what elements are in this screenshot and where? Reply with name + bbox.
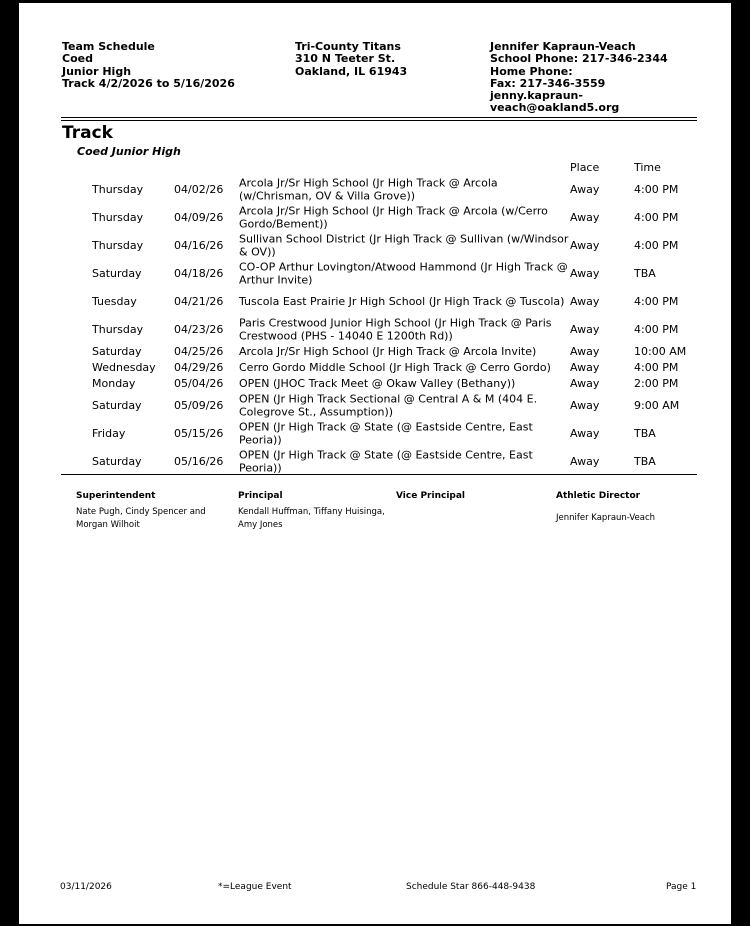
event-opponent: OPEN (JHOC Track Meet @ Okaw Valley (Bethany)): [239, 376, 516, 390]
page-number: Page 1: [666, 882, 697, 892]
event-day: Monday: [92, 376, 136, 390]
event-place: Away: [570, 344, 600, 358]
header-divider-top: [61, 117, 697, 118]
event-place: Away: [570, 182, 600, 196]
print-date: 03/11/2026: [60, 882, 112, 892]
table-row: [19, 376, 731, 392]
event-date: 04/23/26: [174, 322, 224, 336]
event-opponent: OPEN (Jr High Track @ State (@ Eastside Centre, East Peoria)): [239, 448, 533, 474]
event-place: Away: [570, 266, 600, 280]
event-place: Away: [570, 294, 600, 308]
event-time: 4:00 PM: [634, 210, 679, 224]
event-place: Away: [570, 426, 600, 440]
event-opponent: Arcola Jr/Sr High School (Jr High Track @ Arcola (w/Chrisman, OV & Villa Grove)): [239, 176, 498, 202]
event-day: Saturday: [92, 266, 142, 280]
event-date: 05/04/26: [174, 376, 224, 390]
table-row: [19, 448, 731, 476]
event-date: 04/09/26: [174, 210, 224, 224]
event-place: Away: [570, 360, 600, 374]
header-line: Track 4/2/2026 to 5/16/2026: [62, 76, 235, 90]
event-day: Thursday: [92, 322, 144, 336]
table-row: [19, 204, 731, 232]
event-day: Friday: [92, 426, 126, 440]
event-time: 2:00 PM: [634, 376, 679, 390]
event-date: 04/21/26: [174, 294, 224, 308]
event-place: Away: [570, 454, 600, 468]
sport-title: Track: [62, 123, 113, 143]
event-date: 04/16/26: [174, 238, 224, 252]
event-day: Saturday: [92, 398, 142, 412]
event-day: Thursday: [92, 182, 144, 196]
header-line: Tri-County Titans: [295, 40, 401, 53]
table-row: [19, 260, 731, 288]
table-row: [19, 232, 731, 260]
header-team-info: [62, 41, 235, 90]
event-opponent: Arcola Jr/Sr High School (Jr High Track @ Arcola (w/Cerro Gordo/Bement)): [239, 204, 548, 230]
header-line: 310 N Teeter St.: [295, 52, 396, 66]
event-date: 04/18/26: [174, 266, 224, 280]
event-time: 4:00 PM: [634, 182, 679, 196]
event-date: 04/29/26: [174, 360, 224, 374]
principal-names: Kendall Huffman, Tiffany Huisinga, Amy Jones: [238, 507, 385, 530]
principal-heading: Principal: [238, 491, 283, 501]
event-day: Thursday: [92, 210, 144, 224]
event-day: Saturday: [92, 454, 142, 468]
event-opponent: OPEN (Jr High Track @ State (@ Eastside Centre, East Peoria)): [239, 420, 533, 446]
athletic-director-names: Jennifer Kapraun-Veach: [556, 513, 656, 523]
header-line: Fax: 217-346-3559: [490, 76, 606, 90]
athletic-director-heading: Athletic Director: [556, 491, 641, 501]
table-row: [19, 316, 731, 344]
header-school-address: [295, 41, 407, 78]
team-subtitle: Coed Junior High: [77, 145, 181, 158]
event-time: TBA: [634, 454, 656, 468]
header-line: veach@oakland5.org: [490, 101, 620, 115]
column-header-place: Place: [570, 161, 600, 174]
event-time: 9:00 AM: [634, 398, 680, 412]
table-row: [19, 360, 731, 376]
table-bottom-divider: [61, 474, 697, 475]
header-line: Jennifer Kapraun-Veach: [490, 40, 636, 53]
league-event-note: *=League Event: [218, 882, 292, 892]
event-time: TBA: [634, 266, 656, 280]
event-opponent: OPEN (Jr High Track Sectional @ Central A & M (404 E. Colegrove St., Assumption)): [239, 392, 538, 418]
event-time: 4:00 PM: [634, 360, 679, 374]
event-time: 4:00 PM: [634, 238, 679, 252]
event-date: 04/02/26: [174, 182, 224, 196]
event-time: 10:00 AM: [634, 344, 687, 358]
event-time: 4:00 PM: [634, 322, 679, 336]
header-line: Junior High: [62, 64, 132, 78]
event-place: Away: [570, 376, 600, 390]
event-day: Saturday: [92, 344, 142, 358]
event-time: TBA: [634, 426, 656, 440]
header-line: Oakland, IL 61943: [295, 64, 408, 78]
event-date: 05/16/26: [174, 454, 224, 468]
event-opponent: Paris Crestwood Junior High School (Jr High Track @ Paris Crestwood (PHS - 14040 E 1200th Rd)): [239, 316, 552, 342]
event-date: 04/25/26: [174, 344, 224, 358]
event-date: 05/15/26: [174, 426, 224, 440]
schedule-star-contact: Schedule Star 866-448-9438: [406, 882, 536, 892]
superintendent-heading: Superintendent: [76, 491, 156, 501]
vice-principal-heading: Vice Principal: [396, 491, 466, 501]
table-row: [19, 176, 731, 204]
event-opponent: Cerro Gordo Middle School (Jr High Track @ Cerro Gordo): [239, 360, 551, 374]
event-place: Away: [570, 210, 600, 224]
event-opponent: Tuscola East Prairie Jr High School (Jr High Track @ Tuscola): [239, 294, 565, 308]
event-date: 05/09/26: [174, 398, 224, 412]
column-header-time: Time: [634, 161, 661, 174]
event-place: Away: [570, 322, 600, 336]
event-time: 4:00 PM: [634, 294, 679, 308]
event-day: Thursday: [92, 238, 144, 252]
event-day: Wednesday: [92, 360, 156, 374]
header-line: Team Schedule: [62, 40, 155, 53]
event-place: Away: [570, 398, 600, 412]
event-place: Away: [570, 238, 600, 252]
schedule-page: [19, 3, 731, 924]
table-row: [19, 420, 731, 448]
header-contact: [490, 41, 668, 115]
header-line: School Phone: 217-346-2344: [490, 52, 668, 66]
event-opponent: Arcola Jr/Sr High School (Jr High Track @ Arcola Invite): [239, 344, 537, 358]
header-divider-bottom: [61, 120, 697, 121]
superintendent-names: Nate Pugh, Cindy Spencer and Morgan Wilhoit: [76, 507, 206, 530]
table-row: [19, 344, 731, 360]
header-line: Home Phone:: [490, 64, 573, 78]
table-row: [19, 288, 731, 316]
header-line: jenny.kapraun-: [490, 89, 583, 103]
table-row: [19, 392, 731, 420]
event-day: Tuesday: [92, 294, 137, 308]
event-opponent: CO-OP Arthur Lovington/Atwood Hammond (Jr High Track @ Arthur Invite): [239, 260, 568, 286]
header-line: Coed: [62, 52, 93, 66]
event-opponent: Sullivan School District (Jr High Track @ Sullivan (w/Windsor & OV)): [239, 232, 569, 258]
